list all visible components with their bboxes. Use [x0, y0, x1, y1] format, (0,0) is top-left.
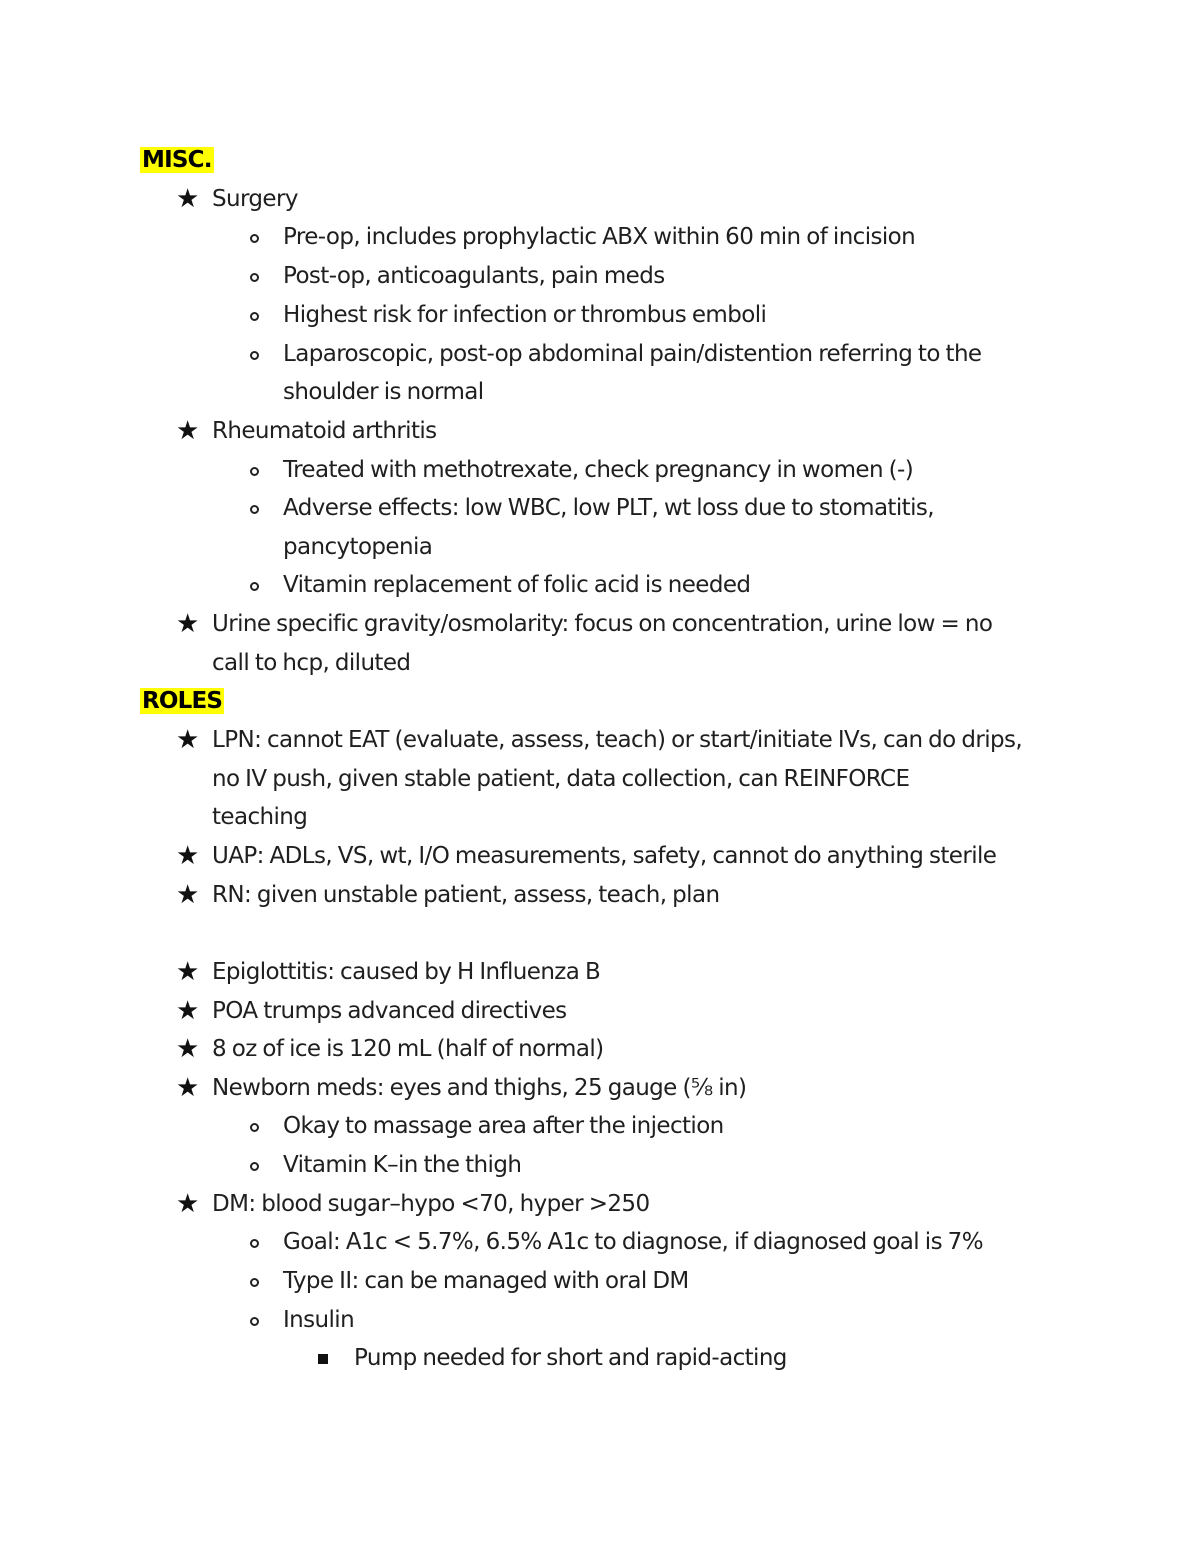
list-item: Goal: A1c < 5.7%, 6.5% A1c to diagnose, if diagnosed goal is 7%	[283, 1229, 983, 1255]
misc-heading-highlight: MISC.	[142, 147, 212, 173]
list-item-continuation: call to hcp, diluted	[212, 650, 411, 676]
list-item: Adverse effects: low WBC, low PLT, wt loss due to stomatitis,	[283, 495, 934, 521]
list-item-surgery: Surgery	[212, 186, 298, 212]
circle-bullet-icon	[250, 1227, 259, 1257]
section-heading-roles	[140, 686, 224, 716]
star-bullet-icon: ★	[176, 841, 200, 871]
roles-heading-highlight: ROLES	[142, 688, 223, 714]
list-item: Vitamin replacement of folic acid is needed	[283, 572, 751, 598]
star-bullet-icon: ★	[176, 416, 200, 446]
list-item-epiglottitis: Epiglottitis: caused by H Influenza B	[212, 959, 601, 985]
star-bullet-icon: ★	[176, 996, 200, 1026]
list-item-lpn: LPN: cannot EAT (evaluate, assess, teach) or start/initiate IVs, can do drips,	[212, 727, 1023, 753]
circle-bullet-icon	[250, 1111, 259, 1141]
circle-bullet-icon	[250, 339, 259, 369]
circle-bullet-icon	[250, 1266, 259, 1296]
section-heading-misc	[140, 145, 214, 175]
star-bullet-icon: ★	[176, 184, 200, 214]
list-item: Laparoscopic, post-op abdominal pain/distention referring to the	[283, 341, 982, 367]
circle-bullet-icon	[250, 222, 259, 252]
star-bullet-icon: ★	[176, 957, 200, 987]
circle-bullet-icon	[250, 1150, 259, 1180]
list-item: Treated with methotrexate, check pregnancy in women (-)	[283, 457, 914, 483]
star-bullet-icon: ★	[176, 609, 200, 639]
circle-bullet-icon	[250, 570, 259, 600]
list-item-continuation: shoulder is normal	[283, 379, 484, 405]
list-item-dm: DM: blood sugar–hypo <70, hyper >250	[212, 1191, 650, 1217]
list-item-ice: 8 oz of ice is 120 mL (half of normal)	[212, 1036, 604, 1062]
star-bullet-icon: ★	[176, 1189, 200, 1219]
list-item-newborn-meds: Newborn meds: eyes and thighs, 25 gauge (⅝ in)	[212, 1075, 747, 1101]
square-bullet-icon	[318, 1343, 328, 1373]
circle-bullet-icon	[250, 1305, 259, 1335]
list-item: Vitamin K–in the thigh	[283, 1152, 522, 1178]
list-item-continuation: no IV push, given stable patient, data collection, can REINFORCE	[212, 766, 910, 792]
list-item: Insulin	[283, 1307, 355, 1333]
list-item-continuation: pancytopenia	[283, 534, 433, 560]
star-bullet-icon: ★	[176, 1034, 200, 1064]
list-item: Highest risk for infection or thrombus emboli	[283, 302, 767, 328]
list-item: Pump needed for short and rapid-acting	[354, 1345, 787, 1371]
list-item-rn: RN: given unstable patient, assess, teach, plan	[212, 882, 720, 908]
list-item: Post-op, anticoagulants, pain meds	[283, 263, 665, 289]
list-item-rheumatoid-arthritis: Rheumatoid arthritis	[212, 418, 437, 444]
list-item-poa: POA trumps advanced directives	[212, 998, 567, 1024]
star-bullet-icon: ★	[176, 880, 200, 910]
circle-bullet-icon	[250, 261, 259, 291]
star-bullet-icon: ★	[176, 725, 200, 755]
list-item-continuation: teaching	[212, 804, 308, 830]
list-item: Okay to massage area after the injection	[283, 1113, 724, 1139]
star-bullet-icon: ★	[176, 1073, 200, 1103]
list-item: Pre-op, includes prophylactic ABX within 60 min of incision	[283, 224, 916, 250]
circle-bullet-icon	[250, 455, 259, 485]
list-item-urine: Urine specific gravity/osmolarity: focus on concentration, urine low = no	[212, 611, 993, 637]
circle-bullet-icon	[250, 300, 259, 330]
list-item: Type II: can be managed with oral DM	[283, 1268, 689, 1294]
circle-bullet-icon	[250, 493, 259, 523]
list-item-uap: UAP: ADLs, VS, wt, I/O measurements, safety, cannot do anything sterile	[212, 843, 997, 869]
